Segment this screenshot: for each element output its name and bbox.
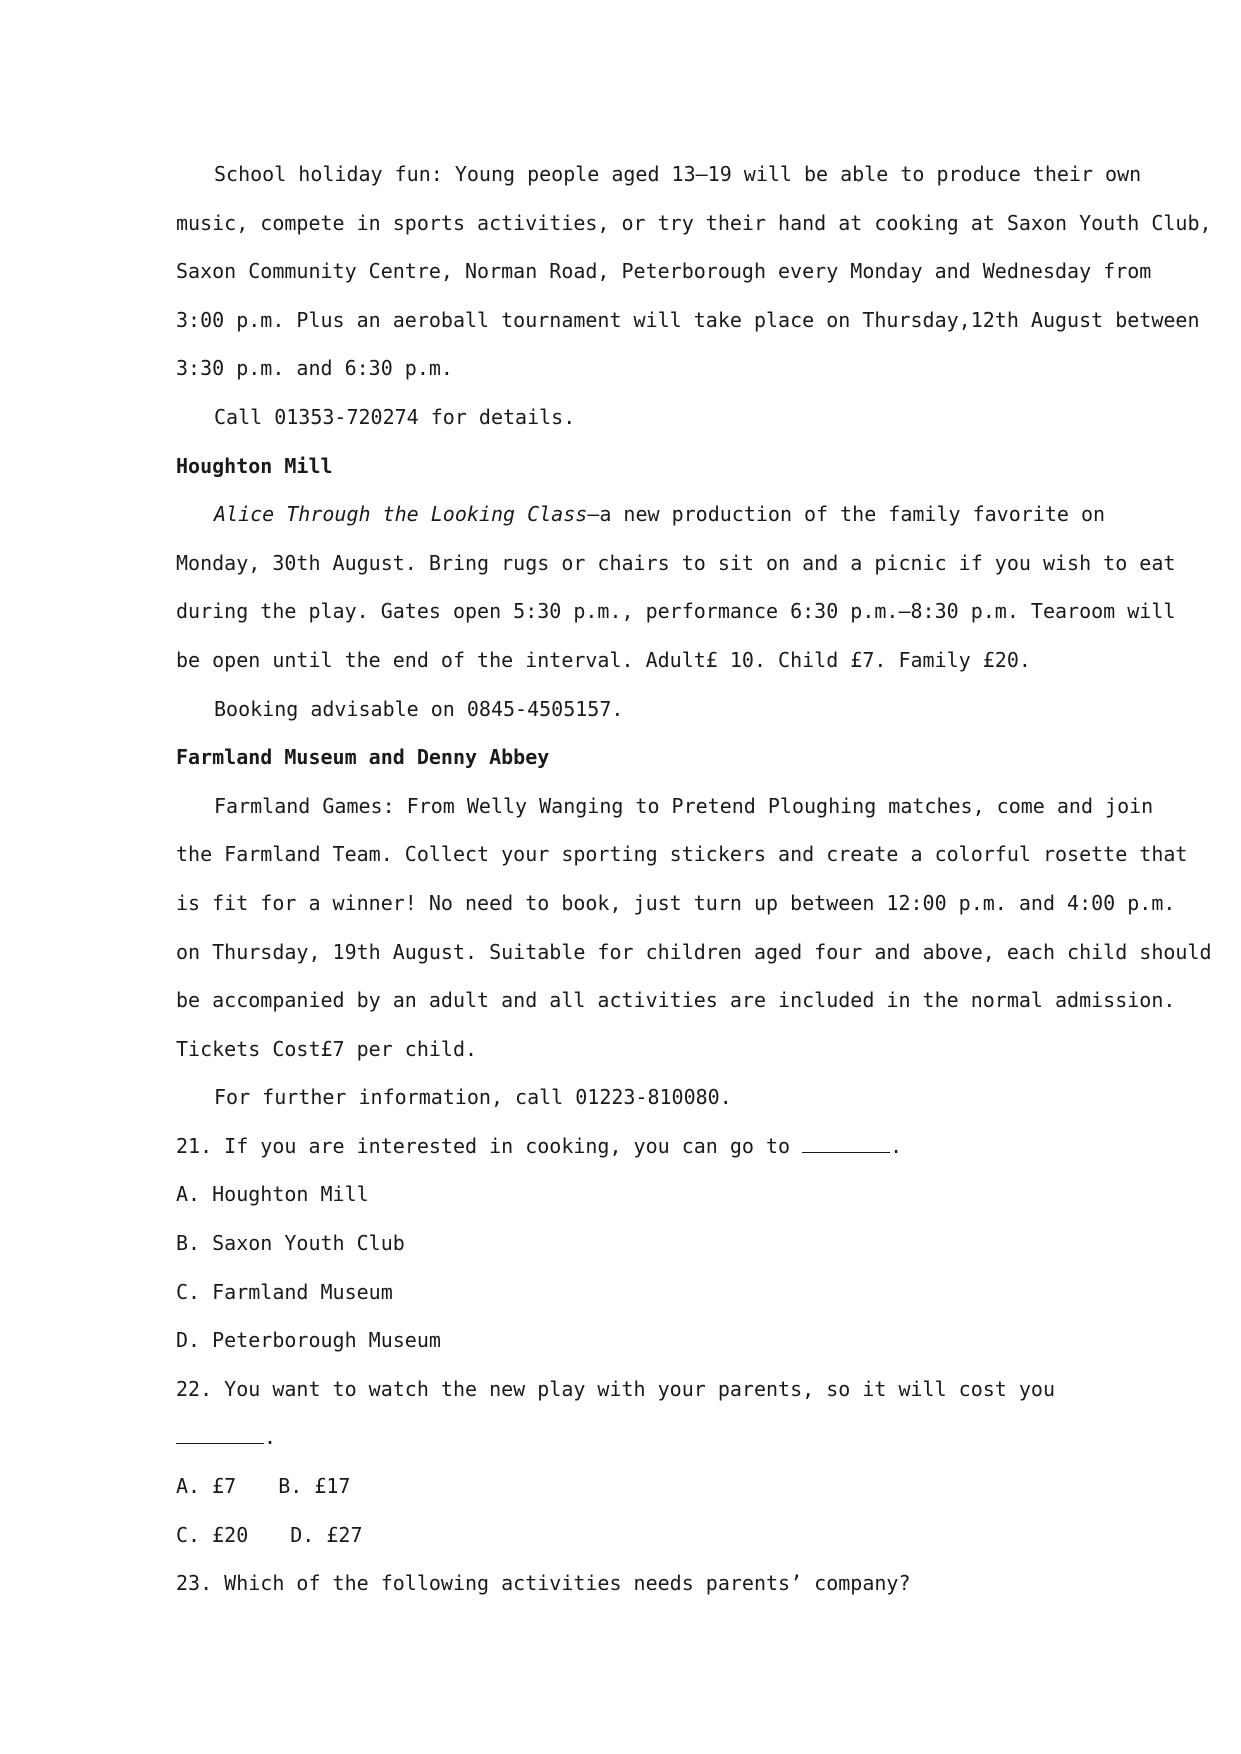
question-21-stem: 21. If you are interested in cooking, you can go to [176,1133,791,1158]
question-21-option-c: C. Farmland Museum [176,1279,393,1304]
houghton-heading: Houghton Mill [176,453,333,478]
question-22-option-c: C. £20 [176,1522,249,1547]
saxon-paragraph-line-4: 3:00 p.m. Plus an aeroball tournament will take place on Thursday,12th August between [176,307,1200,332]
play-title: Alice Through the Looking Class [214,502,588,527]
saxon-paragraph-line-1: School holiday fun: Young people aged 13—19 will be able to produce their own [214,162,1142,186]
saxon-call-line: Call 01353-720274 for details. [214,404,576,429]
answer-blank [802,1132,890,1153]
question-22-option-a: A. £7 [176,1474,237,1499]
farmland-paragraph-line-1: Farmland Games: From Welly Wanging to Pretend Ploughing matches, come and join [214,793,1154,818]
houghton-booking-line: Booking advisable on 0845-4505157. [214,696,624,721]
answer-blank [176,1423,264,1444]
houghton-paragraph-line-3: during the play. Gates open 5:30 p.m., performance 6:30 p.m.—8:30 p.m. Tearoom will [176,599,1176,624]
question-21-option-a: A. Houghton Mill [176,1182,369,1207]
saxon-paragraph-line-2: music, compete in sports activities, or try their hand at cooking at Saxon Youth Club, [176,210,1212,235]
document-page [176,150,1212,1608]
question-22-option-b: B. £17 [278,1474,351,1499]
saxon-paragraph-line-3: Saxon Community Centre, Norman Road, Peterborough every Monday and Wednesday from [176,259,1152,284]
question-22-stem: 22. You want to watch the new play with your parents, so it will cost you [176,1376,1055,1401]
farmland-paragraph-line-2: the Farmland Team. Collect your sporting stickers and create a colorful rosette that [176,842,1188,867]
question-22-end: . [264,1425,277,1450]
question-21-option-b: B. Saxon Youth Club [176,1231,405,1256]
question-22-options-row-1 [176,1462,1062,1511]
saxon-paragraph-line-5: 3:30 p.m. and 6:30 p.m. [176,356,453,381]
question-23-stem: 23. Which of the following activities needs parents’ company? [176,1571,911,1596]
houghton-paragraph-line-1 [176,490,1106,539]
farmland-info-line: For further information, call 01223-810080. [214,1085,732,1110]
houghton-line-1-rest: —a new production of the family favorite on [587,502,1106,527]
farmland-paragraph-line-5: be accompanied by an adult and all activities are included in the normal admission. [176,988,1176,1013]
question-22-options-row-2 [176,1511,1062,1560]
houghton-paragraph-line-2: Monday, 30th August. Bring rugs or chairs to sit on and a picnic if you wish to eat [176,550,1176,575]
question-21-end: . [890,1133,903,1158]
farmland-paragraph-line-3: is fit for a winner! No need to book, just turn up between 12:00 p.m. and 4:00 p.m. [176,890,1176,915]
farmland-paragraph-line-4: on Thursday, 19th August. Suitable for children aged four and above, each child should [176,939,1212,964]
question-22-option-d: D. £27 [290,1522,363,1547]
question-21-option-d: D. Peterborough Museum [176,1328,441,1353]
question-22-blank-line [176,1413,1062,1462]
farmland-heading: Farmland Museum and Denny Abbey [176,745,550,770]
question-21 [176,1122,1062,1171]
farmland-tickets-line: Tickets Cost£7 per child. [176,1036,478,1061]
houghton-paragraph-line-4: be open until the end of the interval. Adult£ 10. Child £7. Family £20. [176,647,1031,672]
